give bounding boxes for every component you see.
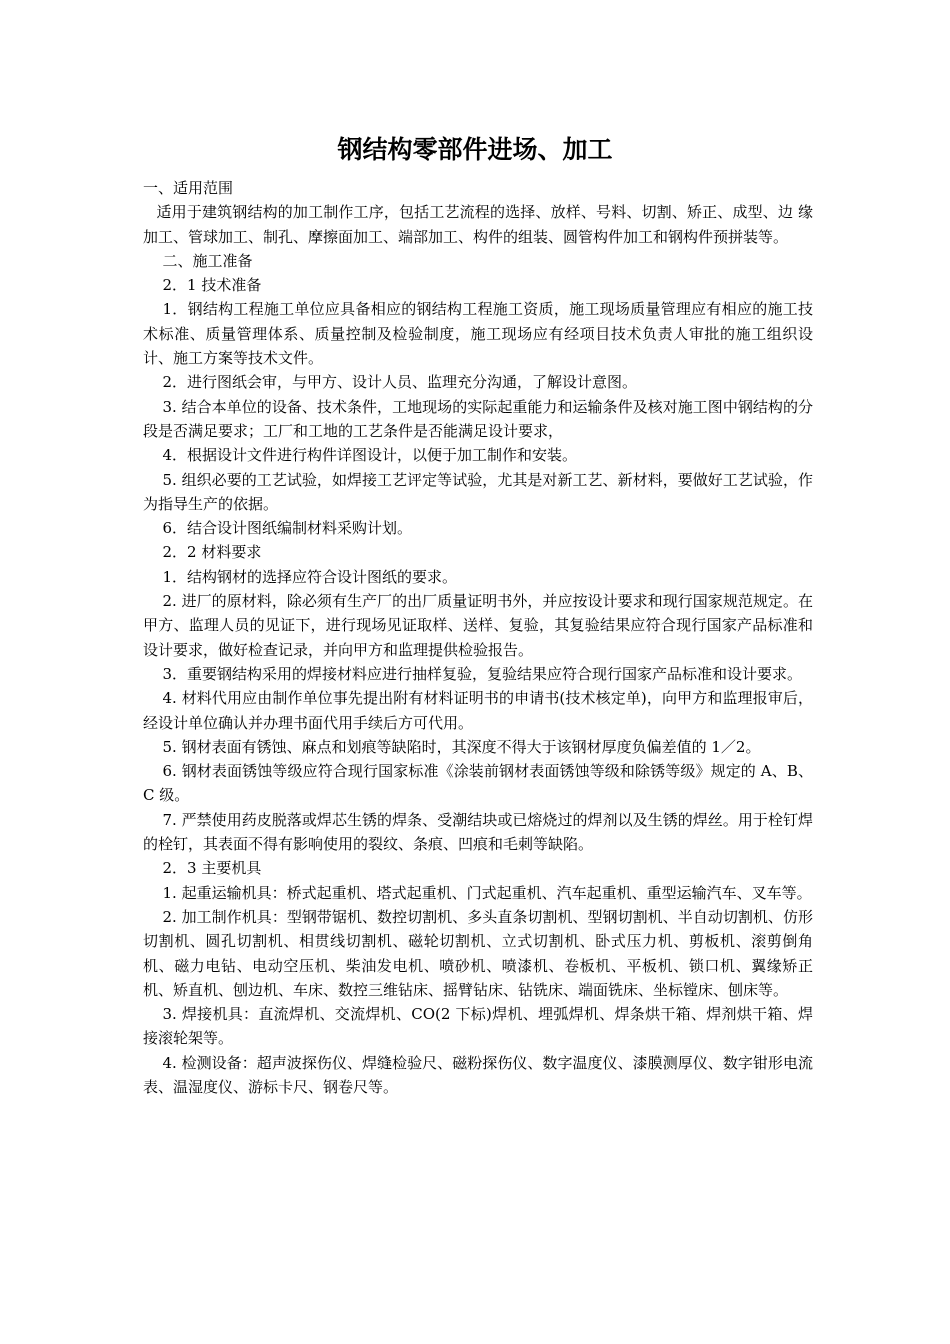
paragraph: 2．1 技术准备 [162, 276, 262, 295]
paragraph: 2. 加工制作机具：型钢带锯机、数控切割机、多头直条切割机、型钢切割机、半自动切割机、仿形切割机、圆孔切割机、相贯线切割机、磁轮切割机、立式切割机、卧式压力机、剪板机、滚剪倒角机、磁力电钻、电动空压机、柴油发电机、喷砂机、喷漆机、卷板机、平板机、锁口机、翼缘矫正机、矫直机、刨边机、车床、数控三维钻床、摇臂钻床、钻铣床、端面铣床、坐标镗床、刨床等。 [143, 907, 813, 999]
paragraph: 二、施工准备 [162, 251, 253, 270]
paragraph: 一、适用范围 [143, 179, 234, 197]
paragraph: 1. 起重运输机具：桥式起重机、塔式起重机、门式起重机、汽车起重机、重型运输汽车、叉车等。 [162, 883, 812, 902]
paragraph: 3. 结合本单位的设备、技术条件，工地现场的实际起重能力和运输条件及核对施工图中钢结构的分段是否满足要求；工厂和工地的工艺条件是否能满足设计要求， [143, 397, 813, 440]
paragraph: 2. 进厂的原材料，除必须有生产厂的出厂质量证明书外，并应按设计要求和现行国家规范规定。在甲方、监理人员的见证下，进行现场见证取样、送样、复验，其复验结果应符合现行国家产品标准和设计要求，做好检查记录，并向甲方和监理提供检验报告。 [143, 592, 813, 659]
document-body [143, 176, 813, 1099]
document-title: 钢结构零部件进场、加工 [337, 135, 613, 164]
paragraph: 2．2 材料要求 [162, 543, 262, 562]
paragraph: 4. 检测设备：超声波探伤仪、焊缝检验尺、磁粉探伤仪、数字温度仪、漆膜测厚仪、数字钳形电流表、温湿度仪、游标卡尺、钢卷尺等。 [143, 1053, 813, 1096]
paragraph: 6．结合设计图纸编制材料采购计划。 [162, 519, 413, 538]
paragraph: 适用于建筑钢结构的加工制作工序，包括工艺流程的选择、放样、号料、切割、矫正、成型、边 缘加工、管球加工、制孔、摩擦面加工、端部加工、构件的组装、圆管构件加工和钢构件预拼装等。 [143, 203, 813, 246]
paragraph: 1．钢结构工程施工单位应具备相应的钢结构工程施工资质，施工现场质量管理应有相应的施工技术标准、质量管理体系、质量控制及检验制度，施工现场应有经项目技术负责人审批的施工组织设计、施工方案等技术文件。 [143, 300, 813, 368]
paragraph: 2．3 主要机具 [162, 859, 262, 878]
paragraph: 6. 钢材表面锈蚀等级应符合现行国家标准《涂装前钢材表面锈蚀等级和除锈等级》规定的 A、B、C 级。 [143, 762, 813, 805]
paragraph: 5. 组织必要的工艺试验，如焊接工艺评定等试验，尤其是对新工艺、新材料，要做好工艺试验，作为指导生产的依据。 [143, 470, 813, 513]
paragraph: 2．进行图纸会审，与甲方、设计人员、监理充分沟通，了解设计意图。 [162, 373, 638, 392]
paragraph: 4. 材料代用应由制作单位事先提出附有材料证明书的申请书(技术核定单)，向甲方和监理报审后，经设计单位确认并办理书面代用手续后方可代用。 [143, 689, 813, 732]
paragraph: 1．结构钢材的选择应符合设计图纸的要求。 [162, 567, 458, 586]
paragraph: 3．重要钢结构采用的焊接材料应进行抽样复验，复验结果应符合现行国家产品标准和设计要求。 [162, 664, 803, 683]
paragraph: 5. 钢材表面有锈蚀、麻点和划痕等缺陷时，其深度不得大于该钢材厚度负偏差值的 1／2。 [162, 737, 761, 756]
paragraph: 7. 严禁使用药皮脱落或焊芯生锈的焊条、受潮结块或已熔烧过的焊剂以及生锈的焊丝。用于栓钉焊的栓钉，其表面不得有影响使用的裂纹、条痕、凹痕和毛刺等缺陷。 [143, 810, 813, 854]
paragraph: 3. 焊接机具：直流焊机、交流焊机、CO(2 下标)焊机、埋弧焊机、焊条烘干箱、焊剂烘干箱、焊接滚轮架等。 [143, 1005, 813, 1048]
paragraph: 4．根据设计文件进行构件详图设计，以便于加工制作和安装。 [162, 446, 578, 465]
